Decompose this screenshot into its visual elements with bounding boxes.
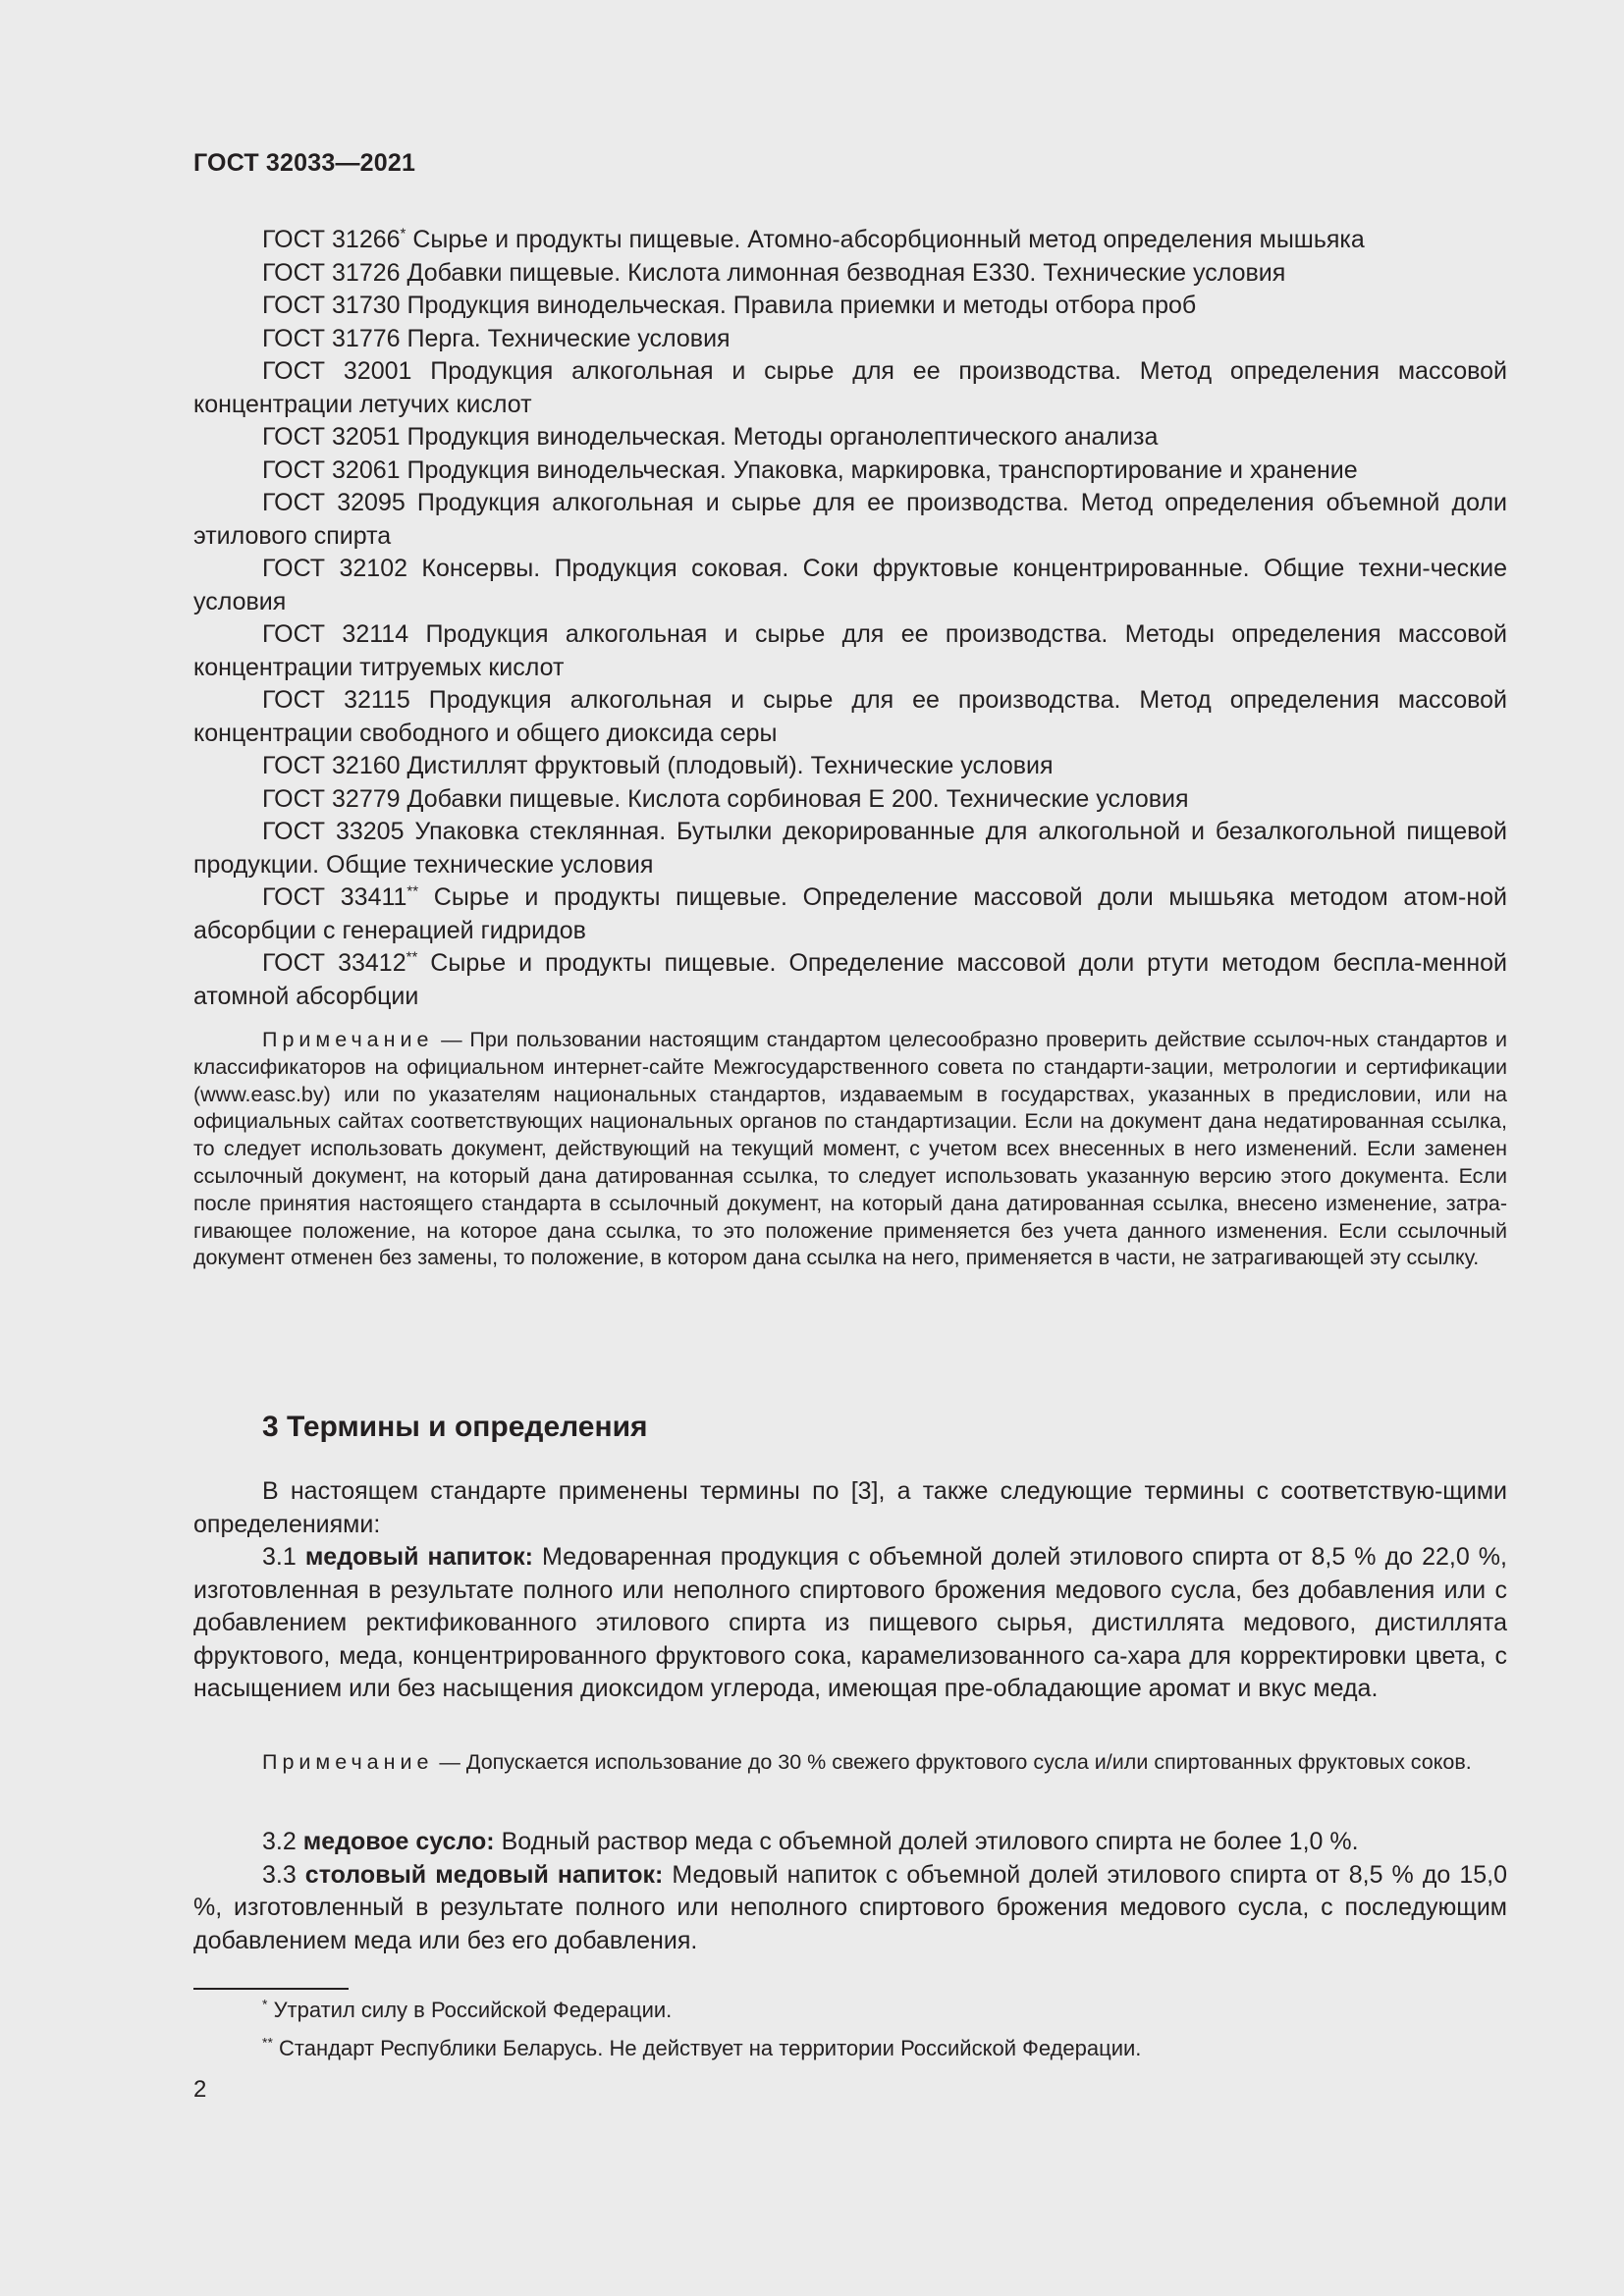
reference-item: ГОСТ 31266* Сырье и продукты пищевые. Атомно-абсорбционный метод определения мышьяка (262, 225, 1365, 253)
reference-item: ГОСТ 32095 Продукция алкогольная и сырье для ее производства. Метод определения объемной доли этилового спирта (193, 489, 1508, 550)
normative-references-list (193, 224, 1507, 1013)
reference-item: ГОСТ 32115 Продукция алкогольная и сырье для ее производства. Метод определения массовой концентрации свободного и общего диоксида серы (193, 686, 1508, 747)
terms-block (193, 1475, 1507, 1706)
reference-item: ГОСТ 33412** Сырье и продукты пищевые. Определение массовой доли ртути методом беспла-менной атомной абсорбции (193, 948, 1507, 1010)
footnote-rule (193, 1988, 349, 1990)
reference-item: ГОСТ 31726 Добавки пищевые. Кислота лимонная безводная E330. Технические условия (262, 258, 1286, 287)
reference-item: ГОСТ 32051 Продукция винодельческая. Методы органолептического анализа (262, 423, 1159, 451)
term-3-3: 3.3 столовый медовый напиток: Медовый напиток с объемной долей этилового спирта от 8,5 % до 15,0 %, изготовленный в результате полного или неполного спиртового брожения медового сусла, с последующим добавлением меда или без его добавления. (193, 1860, 1508, 1954)
page-header: ГОСТ 32033—2021 (193, 149, 416, 177)
reference-item: ГОСТ 33205 Упаковка стеклянная. Бутылки декорированные для алкогольной и безалкогольной пищевой продукции. Общие технические условия (193, 818, 1507, 879)
terms-block-2 (193, 1826, 1507, 1957)
reference-item: ГОСТ 32061 Продукция винодельческая. Упаковка, маркировка, транспортирование и хранение (262, 455, 1358, 484)
note-label: Примечание (262, 1028, 434, 1051)
footnote: ** Стандарт Республики Беларусь. Не действует на территории Российской Федерации. (262, 2034, 1142, 2060)
reference-item: ГОСТ 32001 Продукция алкогольная и сырье для ее производства. Метод определения массовой концентрации летучих кислот (193, 357, 1507, 418)
term-note (193, 1749, 1507, 1777)
reference-item: ГОСТ 32102 Консервы. Продукция соковая. Соки фруктовые концентрированные. Общие техни-ческие условия (193, 555, 1507, 615)
note-text: — Допускается использование до 30 % свежего фруктового сусла и/или спиртованных фруктовых соков. (433, 1750, 1472, 1774)
reference-item: ГОСТ 32160 Дистиллят фруктовый (плодовый). Технические условия (262, 752, 1054, 779)
reference-item: ГОСТ 32779 Добавки пищевые. Кислота сорбиновая E 200. Технические условия (262, 784, 1189, 813)
page-number: 2 (193, 2076, 207, 2103)
reference-item: ГОСТ 32114 Продукция алкогольная и сырье для ее производства. Методы определения массовой концентрации титруемых кислот (193, 620, 1508, 681)
section-heading: 3 Термины и определения (262, 1411, 648, 1443)
footnote: * Утратил силу в Российской Федерации. (262, 1996, 673, 2022)
terms-intro: В настоящем стандарте применены термины по [3], а также следующие термины с соответствую-щими определениями: (193, 1477, 1507, 1538)
note-label: Примечание (262, 1750, 434, 1774)
term-3-1: 3.1 медовый напиток: Медоваренная продукция с объемной долей этилового спирта от 8,5 % до 22,0 %, изготовленная в результате полного или неполного спиртового брожения медового сусла, без добавления или с добавлением ректификованного этилового спирта из пищевого сырья, дистиллята медового, дистиллята фруктового, меда, концентрированного фруктового сока, карамелизованного са-хара для корректировки цвета, с насыщением или без насыщения диоксидом углерода, имеющая пре-обладающие аромат и вкус меда. (193, 1543, 1507, 1702)
references-note (193, 1027, 1507, 1272)
note-text: — При пользовании настоящим стандартом целесообразно проверить действие ссылоч-ных стандартов и классификаторов на официальном интернет-сайте Межгосударственного совета по стандарти-зации, метрологии и сертификации (www.easc.by) или по указателям национальных стандартов, издаваемым в государствах, указанных в предисловии, или на официальных сайтах соответствующих национальных органов по стандартизации. Если на документ дана недатированная ссылка, то следует использовать документ, действующий на текущий момент, с учетом всех внесенных в него изменений. Если заменен ссылочный документ, на который дана датированная ссылка, то следует использовать указанную версию этого документа. Если после принятия настоящего стандарта в ссылочный документ, на который дана датированная ссылка, внесено изменение, затра-гивающее положение, на которое дана ссылка, то это положение применяется без учета данного изменения. Если ссылочный документ отменен без замены, то положение, в котором дана ссылка на него, применяется в части, не затрагивающей эту ссылку. (193, 1028, 1507, 1270)
term-3-2: 3.2 медовое сусло: Водный раствор меда с объемной долей этилового спирта не более 1,0 %. (262, 1828, 1359, 1855)
reference-item: ГОСТ 31730 Продукция винодельческая. Правила приемки и методы отбора проб (262, 292, 1197, 319)
reference-item: ГОСТ 33411** Сырье и продукты пищевые. Определение массовой доли мышьяка методом атом-ной абсорбции с генерацией гидридов (193, 882, 1507, 944)
reference-item: ГОСТ 31776 Перга. Технические условия (262, 324, 731, 352)
